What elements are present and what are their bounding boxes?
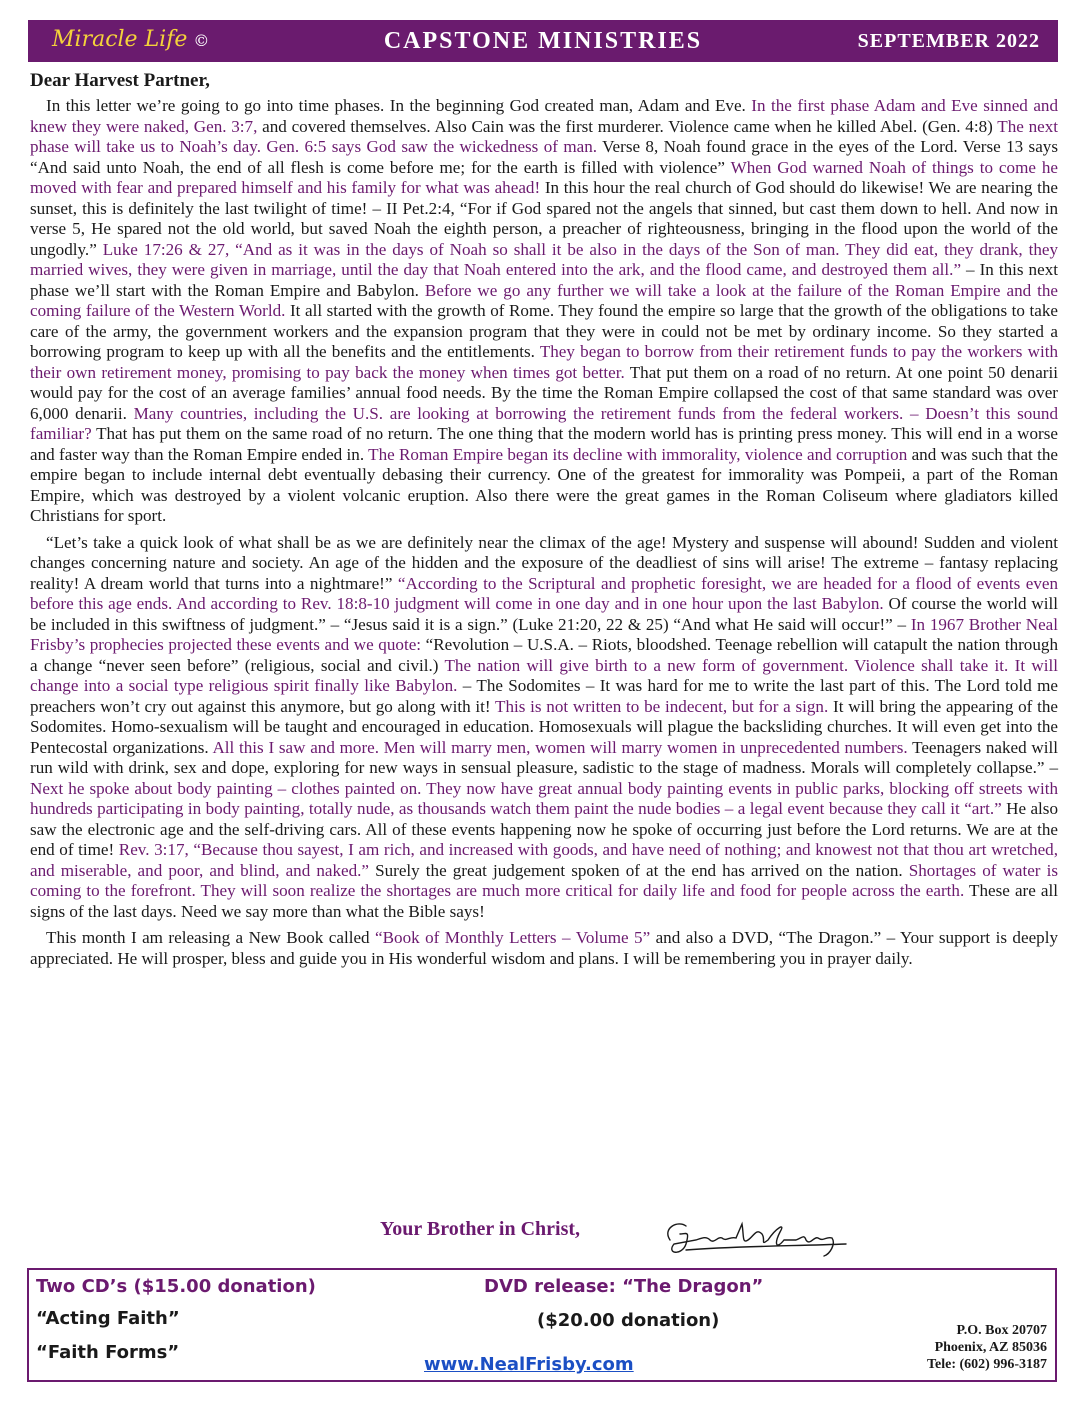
salutation: Dear Harvest Partner, — [30, 70, 210, 91]
header-banner — [28, 20, 1058, 62]
mailing-address — [927, 1322, 1047, 1373]
dvd-donation: ($20.00 donation) — [537, 1310, 720, 1331]
organization-title: CAPSTONE MINISTRIES — [383, 28, 703, 54]
paragraph-1: In this letter we’re going to go into time phases. In the beginning God created man, Adam and Eve. In the first phase Adam and Eve sinned and knew they were naked, Gen. 3:7, and covered themselves. Also Cain was the first murderer. Violence came when he killed Abel. (Gen. 4:8) The next phase will take us to Noah’s day. Gen. 6:5 says God saw the wickedness of man. Verse 8, Noah found grace in the eyes of the Lord. Verse 13 says “And said unto Noah, the end of all flesh is come before me; for the earth is filled with violence” When God warned Noah of things to come he moved with fear and prepared himself and his family for what was ahead! In this hour the real church of God should do likewise! We are nearing the sunset, this is definitely the last twilight of time! – II Pet.2:4, “For if God spared not the angels that sinned, but cast them down to hell. And now in verse 5, He spared not the old world, but saved Noah the eighth person, a preacher of righteousness, bringing in the flood upon the world of the ungodly.” Luke 17:26 & 27, “And as it was in the days of Noah so shall it be also in the days of the Son of man. They did eat, they drank, they married wives, they were given in marriage, until the day that Noah entered into the ark, and the flood came, and destroyed them all.” – In this next phase we’ll start with the Roman Empire and Babylon. Before we go any further we will take a look at the failure of the Roman Empire and the coming failure of the Western World. It all started with the growth of Rome. They found the empire so large that the growth of the obligations to take care of the army, the government workers and the expansion program that they were in could not be met by ordinary income. So they started a borrowing program to keep up with all the benefits and the entitlements. They began to borrow from their retirement funds to pay the workers with their own retirement money, promising to pay back the money when times got better. That put them on a road of no return. At one point 50 denarii would pay for the cost of an average families’ annual food needs. By the time the Roman Empire collapsed the cost of that same standard was over 6,000 denarii. Many countries, including the U.S. are looking at borrowing the retirement funds from the federal workers. – Doesn’t this sound familiar? That has put them on the same road of no return. The one thing that the modern world has is printing press money. This will end in a worse and faster way than the Roman Empire ended in. The Roman Empire began its decline with immorality, violence and corruption and was such that the empire began to include internal debt eventually debasing their currency. One of the greatest for immorality was Pompeii, a part of the Roman Empire, which was destroyed by a violent volcanic eruption. Also there were the great games in the Roman Coliseum where gladiators killed Christians for sport. — [30, 96, 1059, 525]
cd-title-1: “Acting Faith” — [36, 1308, 180, 1329]
cd-title-2: “Faith Forms” — [36, 1342, 180, 1363]
copyright-symbol: © — [193, 31, 210, 50]
issue-date: SEPTEMBER 2022 — [857, 30, 1040, 52]
dvd-title: DVD release: “The Dragon” — [484, 1276, 764, 1297]
letter-body — [30, 96, 1058, 969]
brand-text: Miracle Life — [52, 27, 188, 52]
signature — [656, 1210, 856, 1260]
phone-number: Tele: (602) 996-3187 — [926, 1357, 1047, 1372]
paragraph-2: “Let’s take a quick look of what shall be as we are definitely near the climax of the age! Mystery and suspense will abound! Sudden and violent changes concerning nature and society. An age of the hidden and the exposure of the deadliest of sins will arise! The extreme – fantasy replacing reality! A dream world that turns into a nightmare!” “According to the Scriptural and prophetic foresight, we are headed for a flood of events even before this age ends. And according to Rev. 18:8-10 judgment will come in one day and in one hour upon the last Babylon. Of course the world will be included in this swiftness of judgment.” – “Jesus said it is a sign.” (Luke 21:20, 22 & 25) “And what He said will occur!” – In 1967 Brother Neal Frisby’s prophecies projected these events and we quote: “Revolution – U.S.A. – Riots, bloodshed. Teenage rebellion will catapult the nation through a change “never seen before” (religious, social and civil.) The nation will give birth to a new form of government. Violence shall take it. It will change into a social type religious spirit finally like Babylon. – The Sodomites – It was hard for me to write the last part of this. The Lord told me preachers won’t cry out against this anymore, but go along with it! This is not written to be indecent, but for a sign. It will bring the appearing of the Sodomites. Homo-sexualism will be taught and encouraged in education. Homosexuals will plague the backsliding churches. It will even get into the Pentecostal organizations. All this I saw and more. Men will marry men, women will marry women in unprecedented numbers. Teenagers naked will run wild with drink, sex and dope, exploring for new ways in sensual pleasure, sadistic to the stage of madness. Morals will completely collapse.” – Next he spoke about body painting – clothes painted on. They now have great annual body painting events in public parks, blocking off streets with hundreds participating in body painting, totally nude, as thousands watch them paint the nude bodies – a legal event because they call it “art.” He also saw the electronic age and the self-driving cars. All of these events happening now he spoke of occurring just before the Lord returns. We are at the end of time! Rev. 3:17, “Because thou sayest, I am rich, and increased with goods, and have need of nothing; and knowest not that thou art wretched, and miserable, and poor, and blind, and naked.” Surely the great judgement spoken of at the end has arrived on the nation. Shortages of water is coming to the forefront. They will soon realize the shortages are much more critical for daily life and food for people across the earth. These are all signs of the last days. Need we say more than what the Bible says! — [30, 532, 1059, 921]
po-box: P.O. Box 20707 — [956, 1323, 1047, 1338]
city-state-zip: Phoenix, AZ 85036 — [934, 1340, 1047, 1355]
footer-box — [27, 1268, 1057, 1382]
closing-line: Your Brother in Christ, — [380, 1218, 581, 1240]
website-link[interactable]: www.NealFrisby.com — [424, 1354, 634, 1375]
cds-title: Two CD’s ($15.00 donation) — [36, 1276, 316, 1297]
paragraph-3: This month I am releasing a New Book called “Book of Monthly Letters – Volume 5” and also a DVD, “The Dragon.” – Your support is deeply appreciated. He will prosper, bless and guide you in His wonderful wisdom and plans. I will be remembering you in prayer daily. — [30, 928, 1058, 968]
